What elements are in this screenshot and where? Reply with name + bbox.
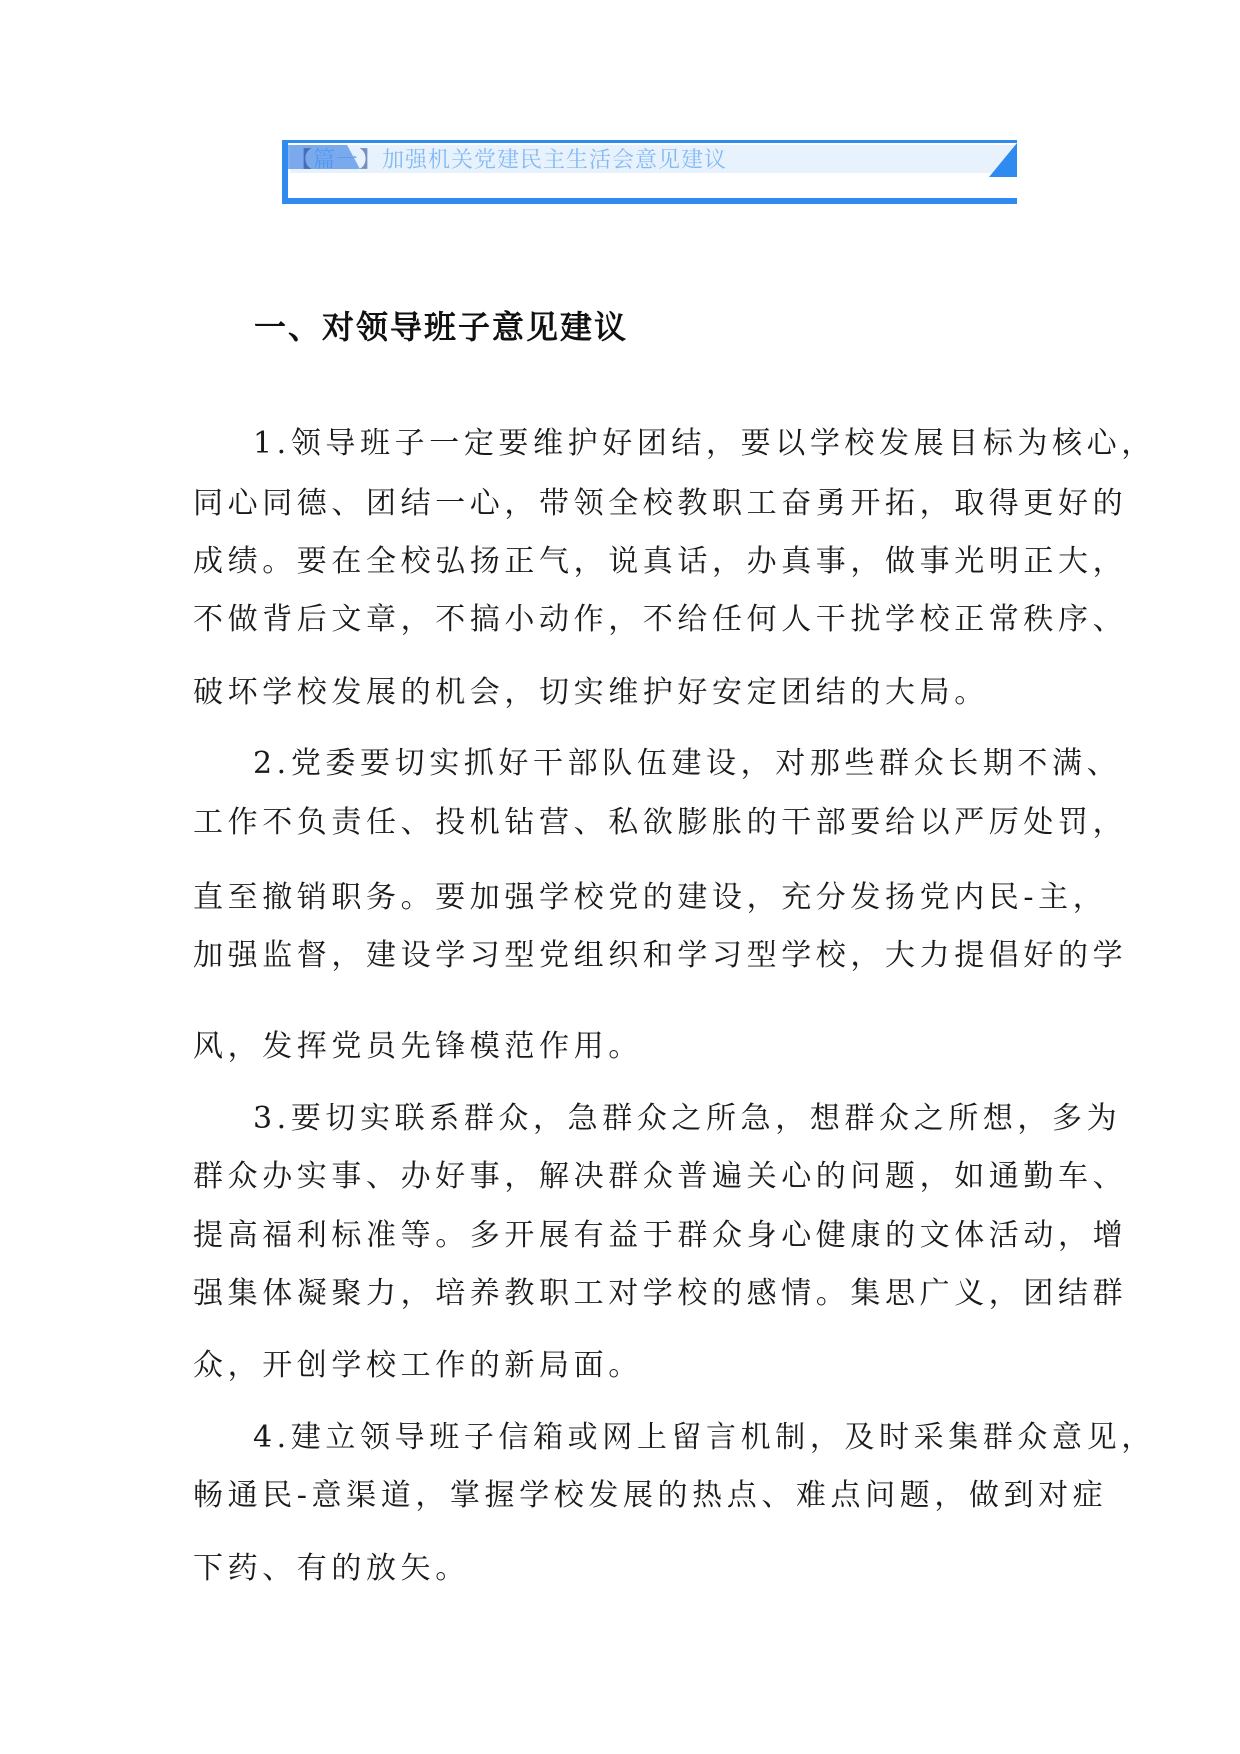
paragraph-2-line-5: 风，发挥党员先锋模范作用。 [193, 1029, 643, 1064]
banner-open-bracket: 【 [290, 148, 314, 173]
banner-title [290, 143, 727, 174]
paragraph-3-line-1: 3.要切实联系群众，急群众之所急，想群众之所想，多为 [253, 1101, 1122, 1136]
paragraph-3-line-3: 提高福利标准等。多开展有益于群众身心健康的文体活动，增 [193, 1218, 1128, 1253]
title-banner [282, 140, 1022, 206]
paragraph-1-line-4: 不做背后文章，不搞小动作，不给任何人干扰学校正常秩序、 [193, 602, 1128, 637]
paragraph-3-line-5: 众，开创学校工作的新局面。 [193, 1348, 643, 1383]
paragraph-4-line-3: 下药、有的放矢。 [193, 1551, 470, 1586]
paragraph-1-line-2: 同心同德、团结一心，带领全校教职工奋勇开拓，取得更好的 [193, 486, 1128, 521]
banner-title-text: 加强机关党建民主生活会意见建议 [382, 148, 728, 173]
banner-tag: 篇一 [313, 148, 360, 173]
paragraph-3-line-4: 强集体凝聚力，培养教职工对学校的感情。集思广义，团结群 [193, 1276, 1128, 1311]
banner-close-bracket: 】 [359, 148, 383, 173]
paragraph-2-line-2: 工作不负责任、投机钻营、私欲膨胀的干部要给以严厉处罚， [193, 805, 1128, 840]
paragraph-1-line-3: 成绩。要在全校弘扬正气，说真话，办真事，做事光明正大， [193, 544, 1128, 579]
banner-corner-decoration [989, 143, 1017, 177]
section-heading: 一、对领导班子意见建议 [254, 308, 629, 346]
banner-frame [282, 140, 1017, 204]
paragraph-4-line-2: 畅通民-意渠道，掌握学校发展的热点、难点问题，做到对症 [193, 1478, 1108, 1513]
paragraph-2-line-3: 直至撤销职务。要加强学校党的建设，充分发扬党内民-主， [193, 880, 1108, 915]
paragraph-1-line-5: 破坏学校发展的机会，切实维护好安定团结的大局。 [193, 675, 989, 710]
paragraph-2-line-4: 加强监督，建设学习型党组织和学习型学校，大力提倡好的学 [193, 938, 1128, 973]
paragraph-2-line-1: 2.党委要切实抓好干部队伍建设，对那些群众长期不满、 [253, 746, 1122, 781]
paragraph-3-line-2: 群众办实事、办好事，解决群众普遍关心的问题，如通勤车、 [193, 1159, 1128, 1194]
paragraph-4-line-1: 4.建立领导班子信箱或网上留言机制，及时采集群众意见， [253, 1420, 1156, 1455]
paragraph-1-line-1: 1.领导班子一定要维护好团结，要以学校发展目标为核心， [253, 426, 1156, 461]
